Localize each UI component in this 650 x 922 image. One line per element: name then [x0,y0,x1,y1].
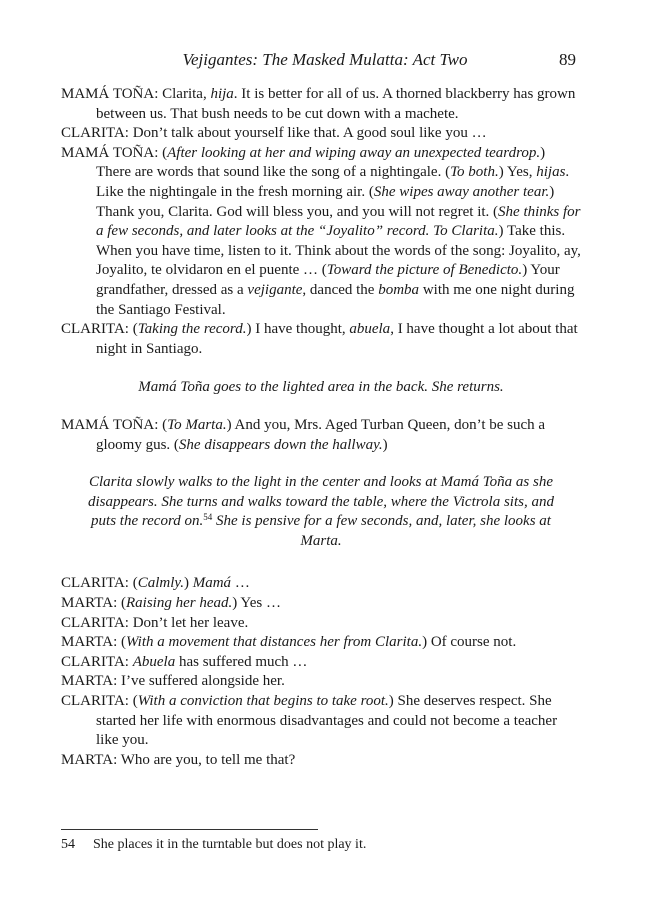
text-run: with me one night during the Santiago Festival. [96,281,575,318]
text-run: , I have thought a lot about that night in Santiago. [96,321,578,357]
italic-text: To both. [450,164,499,181]
italic-text: With a movement that distances her from Clarita. [125,634,423,651]
footnote-number: 54 [61,837,75,852]
running-title: Vejigantes: The Masked Mulatta: Act Two [182,50,468,69]
italic-text: After looking at her and wiping away an unexpected teardrop. [167,144,541,161]
italic-text: To Marta. [167,416,227,433]
text-run: ) Yes … [232,595,281,612]
italic-text: With a conviction that begins to take root. [137,693,389,710]
text-run: MARTA: ( [61,634,126,651]
text-run: MARTA: ( [61,595,126,612]
page-header [0,50,650,72]
text-run: Clarita slowly walks to the light in the center and looks at Mamá Toña as she disappears. She turns and walks toward the table, where the Victrola sits, and puts the record on. [88,474,554,530]
dialogue-line [61,594,581,614]
italic-text: She thinks for a few seconds, and later looks at the “Joyalito” record. To Clarita. [96,203,581,240]
text-run: ) Of course not. [422,634,517,651]
dialogue-line [61,692,581,751]
text-run: ) There are words that sound like the song of a nightingale. ( [96,144,546,181]
italic-text: Abuela [132,653,176,670]
text-run: . Like the nightingale in the fresh morning air. ( [96,164,570,200]
text-run: MAMÁ TOÑA: Clarita, [61,86,211,102]
text-run: MARTA: I’ve suffered alongside her. [61,673,285,690]
italic-text: bomba [378,281,420,298]
stage-direction [61,473,581,551]
italic-text: Raising her head. [125,595,233,612]
dialogue-line [61,653,581,673]
text-run: MAMÁ TOÑA: ( [61,416,168,433]
text-run: CLARITA: Don’t let her leave. [61,614,249,631]
text-run: CLARITA: [61,653,133,670]
italic-text: hija [210,86,234,102]
page-number: 89 [559,50,576,69]
italic-text: Mamá [192,575,232,592]
text-run: CLARITA: ( [61,575,138,592]
dialogue-line [61,416,581,455]
dialogue-line [61,320,581,359]
text-run: CLARITA: ( [61,693,138,710]
dialogue-line [61,85,581,124]
dialogue-line [61,751,581,771]
dialogue-line [61,614,581,634]
italic-text: She disappears down the hallway. [178,436,383,453]
text-run: ) Your grandfather, dressed as a [96,262,560,298]
italic-text: Toward the picture of Benedicto. [326,262,523,279]
italic-text: Calmly. [137,575,184,592]
text-run: . It is better for all of us. A thorned blackberry has grown between us. That bush needs to be cut down with a machete. [96,86,576,122]
italic-text: Taking the record. [137,321,247,338]
footnote-text: She places it in the turntable but does not play it. [93,837,367,852]
text-run: ) Yes, [498,164,537,181]
italic-text: hijas [536,164,566,181]
text-run: She is pensive for a few seconds, and, later, she looks at Marta. [212,513,551,549]
italic-text: vejigante [247,281,303,298]
footnote-divider [61,829,318,830]
stage-direction [61,378,581,398]
text-run: CLARITA: Don’t talk about yourself like that. A good soul like you … [61,125,487,142]
text-run: ) [183,575,193,592]
text-run: ) And you, Mrs. Aged Turban Queen, don’t be such a gloomy gus. ( [96,416,546,453]
text-run: has suffered much … [175,653,308,670]
text-run: ) I have thought, [246,321,350,338]
text-run: Mamá Toña goes to the lighted area in the back. She returns. [138,379,504,396]
text-run: , danced the [302,281,379,298]
text-run: ) Take this. When you have time, listen to it. Think about the words of the song: Joyalito, ay, Joyalito, te olvidaron en el puente … ( [96,223,581,279]
text-run: ) Thank you, Clarita. God will bless you, and you will not regret it. ( [96,183,555,220]
text-run: ) She deserves respect. She started her life with enormous disadvantages and could not become a teacher like you. [96,693,558,749]
text-run: ) [382,436,388,453]
footnote-reference: 54 [203,512,213,523]
text-run: CLARITA: ( [61,321,138,338]
italic-text: She wipes away another tear. [373,183,550,200]
footnote [61,835,366,855]
play-text [61,85,581,770]
dialogue-line [61,124,581,144]
text-run: … [231,575,250,592]
dialogue-line [61,633,581,653]
text-run: MARTA: Who are you, to tell me that? [61,751,296,768]
dialogue-line [61,574,581,594]
dialogue-line [61,672,581,692]
text-run: MAMÁ TOÑA: ( [61,144,168,161]
dialogue-line [61,144,581,320]
italic-text: abuela [349,321,391,338]
